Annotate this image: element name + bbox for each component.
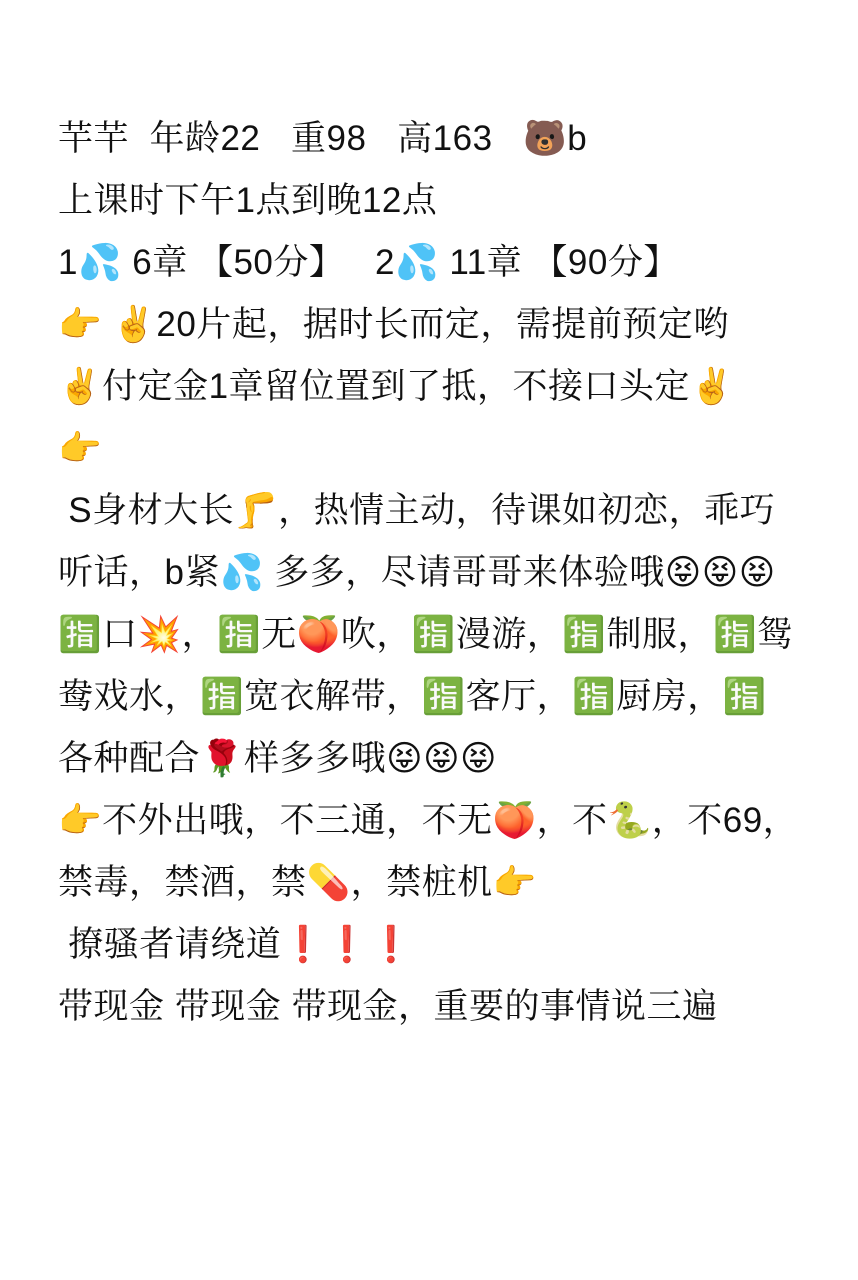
text-line-pricing: 1💦 6章 【50分】 2💦 11章 【90分】 [58, 243, 679, 282]
text-line-schedule: 上课时下午1点到晚12点 [58, 181, 438, 220]
text-line-description: S身材大长🦵，热情主动，待课如初恋，乖巧听话，b紧💦 多多，尽请哥哥来体验哦😝😝😝 [58, 491, 776, 592]
text-line-deposit: ✌️付定金1章留位置到了抵，不接口头定✌️ [58, 367, 735, 406]
text-line-booking: 👉 ✌️20片起，据时长而定，需提前预定哟 [58, 305, 729, 344]
text-block [58, 108, 800, 1038]
text-line-profile: 芉芉 年龄22 重98 高163 🐻b [58, 119, 588, 158]
text-line-pointer: 👉 [58, 429, 103, 468]
text-line-warning: 撩骚者请绕道❗️❗️❗️ [58, 925, 414, 964]
text-line-restrictions: 👉不外出哦，不三通，不无🍑，不🐍，不69，禁毒，禁酒，禁💊，禁桩机👉 [58, 801, 799, 902]
text-line-services: 🈯️口💥，🈯️无🍑吹，🈯️漫游，🈯️制服，🈯️鸳鸯戏水，🈯️宽衣解带，🈯️客厅，🈯️厨房，🈯️各种配合🌹样多多哦😝😝😝 [58, 615, 793, 778]
text-line-cash: 带现金 带现金 带现金，重要的事情说三遍 [58, 987, 718, 1026]
